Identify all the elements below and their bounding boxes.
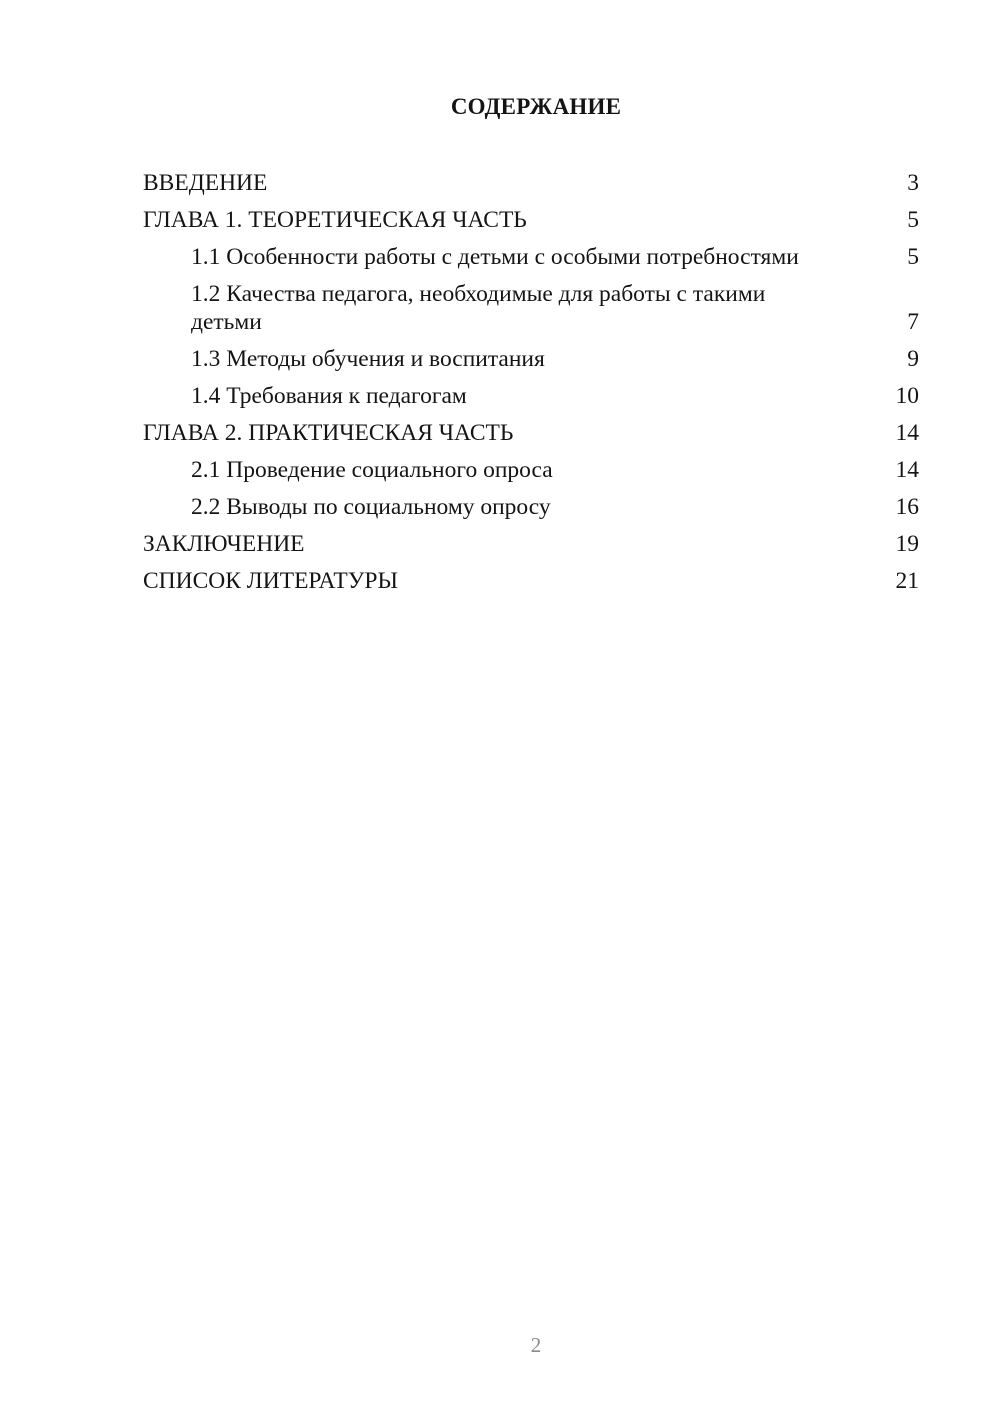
- toc-entry-page: 9: [907, 346, 919, 372]
- toc-entry-chapter-1[interactable]: [143, 206, 919, 234]
- toc-entry-label: ГЛАВА 2. ПРАКТИЧЕСКАЯ ЧАСТЬ: [143, 420, 514, 446]
- toc-entry-page: 21: [895, 568, 919, 594]
- toc-entry-section-1-1[interactable]: [143, 243, 919, 271]
- toc-entry-bibliography[interactable]: [143, 567, 919, 595]
- toc-entry-section-2-2[interactable]: [143, 493, 919, 521]
- toc-entry-page: 14: [895, 420, 919, 446]
- toc-entry-page: 5: [907, 244, 919, 270]
- toc-entry-label: 1.2 Качества педагога, необходимые для работы с такими детьми: [191, 281, 766, 335]
- toc-entry-label: СПИСОК ЛИТЕРАТУРЫ: [143, 568, 398, 594]
- toc-entry-label: 2.2 Выводы по социальному опросу: [191, 494, 551, 520]
- toc-entry-section-1-2[interactable]: [143, 280, 919, 336]
- toc-entry-label: ВВЕДЕНИЕ: [143, 170, 268, 196]
- toc-entry-label: 1.1 Особенности работы с детьми с особыми потребностями: [191, 244, 799, 270]
- toc-entry-chapter-2[interactable]: [143, 419, 919, 447]
- toc-entry-conclusion[interactable]: [143, 530, 919, 558]
- toc-title: СОДЕРЖАНИЕ: [450, 94, 622, 119]
- toc-entry-label: 1.3 Методы обучения и воспитания: [191, 346, 545, 372]
- table-of-contents: [143, 169, 919, 604]
- toc-entry-section-2-1[interactable]: [143, 456, 919, 484]
- toc-entry-page: 10: [895, 383, 919, 409]
- toc-entry-page: 19: [895, 531, 919, 557]
- toc-entry-page: 16: [895, 494, 919, 520]
- toc-entry-label: 1.4 Требования к педагогам: [191, 383, 467, 409]
- toc-entry-introduction[interactable]: [143, 169, 919, 197]
- toc-entry-label: ЗАКЛЮЧЕНИЕ: [143, 531, 305, 557]
- toc-entry-page: 7: [907, 309, 919, 335]
- toc-entry-label: 2.1 Проведение социального опроса: [191, 457, 553, 483]
- toc-entry-section-1-3[interactable]: [143, 345, 919, 373]
- toc-entry-section-1-4[interactable]: [143, 382, 919, 410]
- toc-entry-page: 3: [907, 170, 919, 196]
- toc-entry-page: 14: [895, 457, 919, 483]
- toc-entry-page: 5: [907, 207, 919, 233]
- toc-entry-label: ГЛАВА 1. ТЕОРЕТИЧЕСКАЯ ЧАСТЬ: [143, 207, 527, 233]
- page-number: 2: [530, 1333, 542, 1357]
